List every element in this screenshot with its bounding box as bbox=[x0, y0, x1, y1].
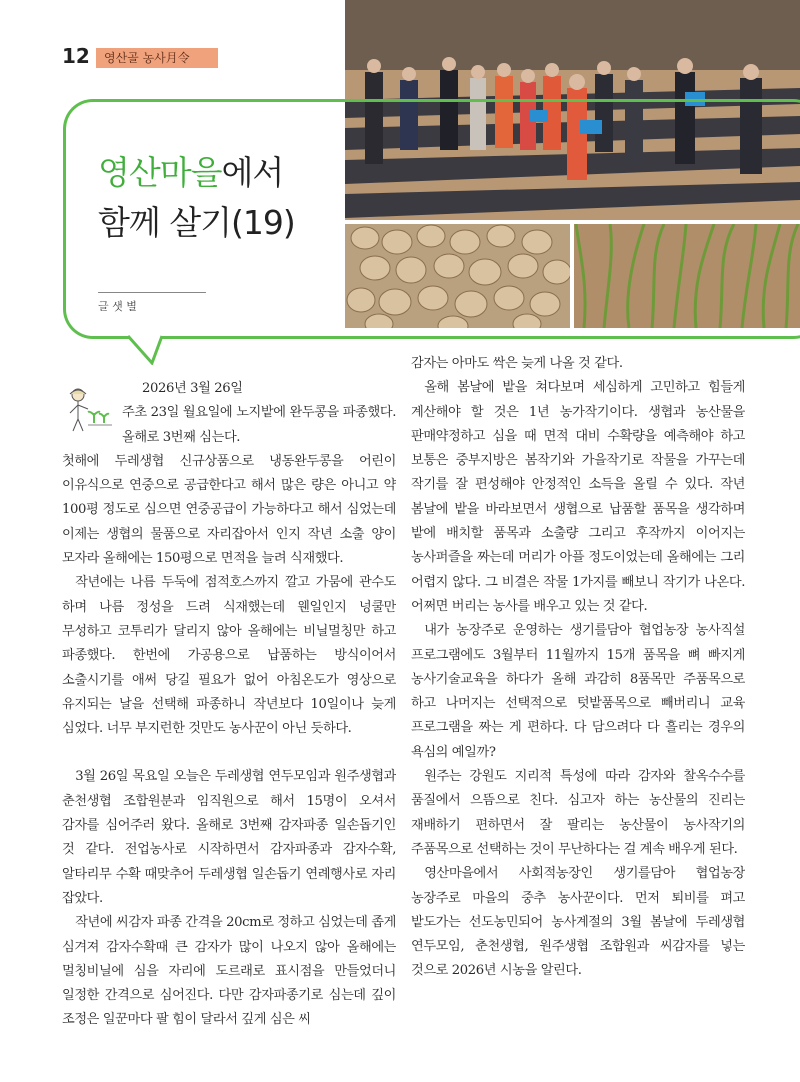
paragraph: 올해 봄날에 밭을 쳐다보며 세심하게 고민하고 힘들게 계산해야 할 것은 1년 농가작기이다. 생협과 농산물을 판매약정하고 심을 때 면적 대비 수확량을 예측해야 하고 보통은 중부지방은 봄작기와 가을작기로 작물을 가꾸는데 작기를 잘 편성해야 안정적인 소득을 올릴 수 있다. 작년 봄날에 밭을 바라보면서 생협으로 납품할 품목을 생각하며 밭에 배치할 품목과 소출량 그리고 후작까지 이어지는 농사퍼즐을 짜는데 머리가 아플 정도이었는데 올해에는 그리 어렵지 않다. 그 비결은 작물 1가지를 빼보니 작기가 나온다. 어쩌면 버리는 농사를 배우고 있는 것 같다. bbox=[411, 380, 745, 614]
page-number: 12 bbox=[62, 44, 90, 68]
paragraph: 영산마을에서 사회적농장인 생기를담아 협업농장 농장주로 마을의 중추 농사꾼이다. 먼저 퇴비를 펴고 밭도가는 선도농민되어 농사계절의 3월 봄날에 두레생협 연두모임, 춘천생협, 원주생협 조합원과 씨감자를 넣는 것으로 2026년 시농을 알린다. bbox=[411, 866, 745, 979]
paragraph: 3월 26일 목요일 오늘은 두레생협 연두모임과 원주생협과 춘천생협 조합원분과 임직원으로 해서 15명이 오셔서 감자를 심어주러 왔다. 올해로 3번째 감자파종 일손돕기인 것 같다. 전업농사로 시작하면서 감자파종과 감자수확, 알타리무 수확 때맞추어 두레생협 일손돕기 연례행사로 자리 잡았다. bbox=[62, 769, 396, 906]
title-highlight: 영산마을 bbox=[98, 153, 222, 192]
byline-rule bbox=[98, 292, 206, 293]
paragraph: 첫해에 두레생협 신규상품으로 냉동완두콩을 어린이 이유식으로 연중으로 공급한다고 해서 많은 량은 아니고 약 100평 정도로 심으면 연중공급이 가능하다고 해서 심었는데 이제는 생협의 물품으로 자리잡아서 인지 작년 소출 양이 모자라 올해에는 150평으로 면적을 늘려 식재했다. bbox=[62, 453, 396, 567]
title-line1-rest: 에서 bbox=[221, 153, 284, 192]
byline: 글 샛 별 bbox=[98, 300, 137, 313]
title-line2: 함께 살기(19) bbox=[98, 203, 295, 242]
paragraph: 감자는 아마도 싹은 늦게 나올 것 같다. bbox=[411, 356, 623, 371]
paragraph-gap bbox=[62, 741, 396, 765]
paragraph: 원주는 강원도 지리적 특성에 따라 감자와 찰옥수수를 품질에서 으뜸으로 친다. 심고자 하는 농산물의 진리는 재배하기 편하면서 잘 팔리는 농산물이 농사작기의 주품목으로 선택하는 것이 무난하다는 걸 계속 배우게 된다. bbox=[411, 769, 745, 857]
paragraph: 내가 농장주로 운영하는 생기를담아 협업농장 농사직설 프로그램에도 3월부터 11월까지 15개 품목을 뼈 빠지게 농사기술교육을 하다가 올해 과감히 8품목만 주품목으로 하고 나머지는 선택적으로 텃밭품목으로 빼버리니 교육 프로그램을 짜는 게 편하다. 다 담으려다 다 흘리는 경우의 욕심의 예일까? bbox=[411, 623, 745, 760]
article-title bbox=[98, 148, 348, 248]
article-column-left bbox=[62, 377, 396, 1027]
article-column-right bbox=[411, 352, 745, 1032]
paragraph-intro: 주초 23일 월요일에 노지밭에 완두콩을 파종했다. 올해로 3번째 심는다. bbox=[122, 405, 396, 445]
paragraph: 작년에는 나름 두둑에 점적호스까지 깔고 가뭄에 관수도 하며 나름 정성을 드려 식재했는데 웬일인지 넝쿨만 무성하고 코투리가 달리지 않아 올해에는 비닐멀칭만 하고 파종했다. 한번에 가공용으로 납품하는 방식이어서 소출시기를 애써 당길 필요가 없어 아침온도가 영상으로 유지되는 날을 선택해 파종하니 작년보다 10일이나 늦게 심었다. 너무 부지런한 것만도 농사꾼이 아닌 듯하다. bbox=[62, 575, 396, 737]
paragraph: 작년에 씨감자 파종 간격을 20cm로 정하고 심었는데 좁게 심겨져 감자수확때 큰 감자가 많이 나오지 않아 올해에는 멀칭비닐에 심을 자리에 도르래로 표시점을 만들었더니 일정한 간격으로 심어진다. 다만 감자파종기로 심는데 깊이 조정은 일꾼마다 팔 힘이 달라서 깊게 심은 씨 bbox=[62, 915, 396, 1027]
section-tag: 영산골 농사月令 bbox=[96, 48, 218, 68]
article-date: 2026년 3월 26일 bbox=[142, 381, 243, 396]
